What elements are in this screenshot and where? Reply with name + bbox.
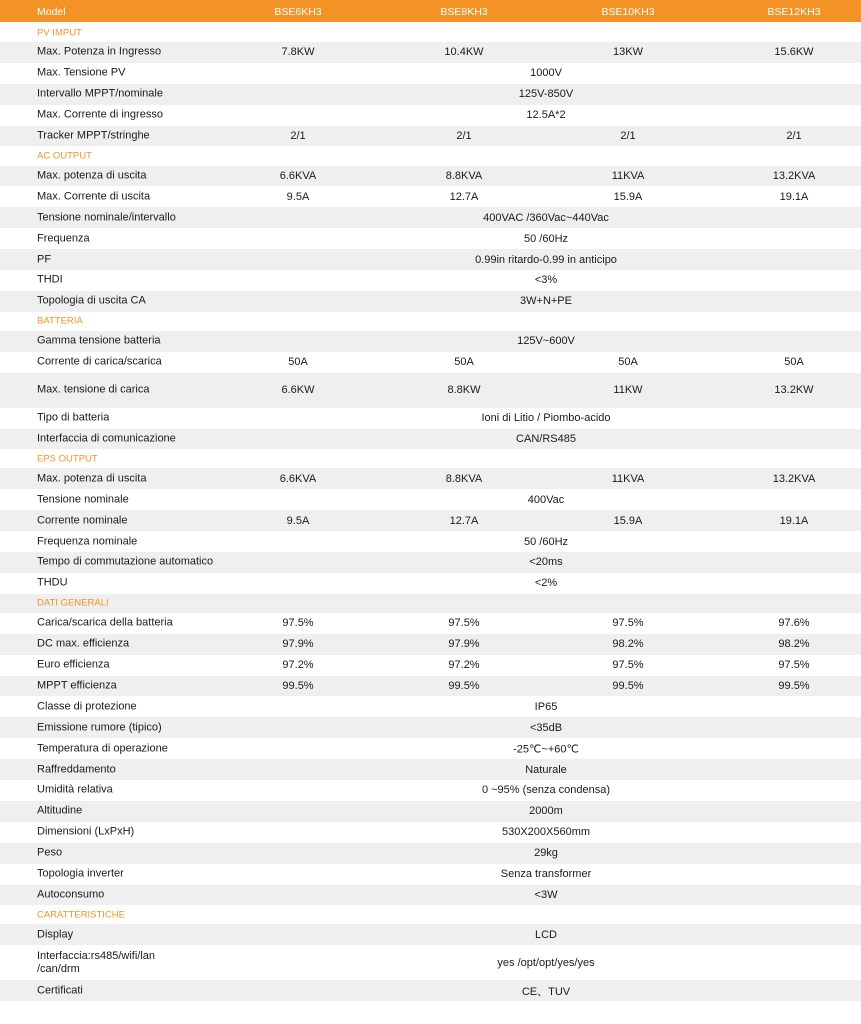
cell-value: 97.5% — [612, 659, 644, 672]
row-label: Tensione nominale — [37, 493, 129, 506]
cell-value-span: 530X200X560mm — [501, 826, 591, 839]
table-row — [0, 980, 861, 1001]
cell-value: 97.2% — [282, 659, 314, 672]
row-label: Emissione rumore (tipico) — [37, 721, 162, 734]
row-label: Raffreddamento — [37, 763, 116, 776]
cell-value-span: 50 /60Hz — [523, 535, 569, 548]
section-header — [0, 905, 861, 924]
table-row — [0, 717, 861, 738]
cell-value-span: 400VAC /360Vac~440Vac — [483, 211, 609, 224]
cell-value-span: 125V-850V — [518, 88, 574, 101]
cell-value: 50A — [454, 356, 474, 369]
cell-value-span: <35dB — [529, 721, 563, 734]
cell-value-span: 400Vac — [527, 493, 565, 506]
section-header — [0, 449, 861, 468]
cell-value: 97.5% — [778, 659, 810, 672]
cell-value: 97.6% — [778, 617, 810, 630]
table-row — [0, 634, 861, 655]
cell-value: 13.2KVA — [772, 472, 816, 485]
header-model-label: Model — [37, 6, 66, 18]
row-label: Classe di protezione — [37, 700, 137, 713]
cell-value-span: Ioni di Litio / Piombo-acido — [481, 412, 611, 425]
table-row — [0, 84, 861, 105]
table-row — [0, 429, 861, 450]
cell-value: 11KVA — [611, 169, 645, 182]
cell-value: 19.1A — [779, 514, 809, 527]
cell-value-span: Naturale — [525, 763, 567, 776]
cell-value: 13KW — [613, 46, 643, 59]
table-row — [0, 945, 861, 980]
table-row — [0, 780, 861, 801]
table-row — [0, 924, 861, 945]
row-label: Max. Potenza in Ingresso — [37, 45, 162, 58]
cell-value: 99.5% — [282, 679, 314, 692]
row-label: Max. Corrente di ingresso — [37, 108, 163, 121]
table-row — [0, 408, 861, 429]
table-row — [0, 822, 861, 843]
cell-value: 6.6KVA — [279, 472, 317, 485]
row-label: Interfaccia:rs485/wifi/lan /can/drm — [37, 949, 155, 975]
table-row — [0, 676, 861, 697]
row-label: Certificati — [37, 984, 83, 997]
table-row — [0, 270, 861, 291]
cell-value-span: <20ms — [529, 556, 563, 569]
cell-value-span: LCD — [534, 928, 558, 941]
cell-value: 2/1 — [786, 130, 802, 143]
header-model-4: BSE12KH3 — [767, 6, 821, 18]
table-row — [0, 759, 861, 780]
cell-value-span: 50 /60Hz — [523, 232, 569, 245]
section-header — [0, 312, 861, 331]
table-row — [0, 468, 861, 489]
cell-value: 97.9% — [282, 638, 314, 651]
cell-value: 15.9A — [613, 514, 643, 527]
table-row — [0, 207, 861, 228]
header-model-3: BSE10KH3 — [601, 6, 655, 18]
row-label: Peso — [37, 846, 63, 859]
cell-value-span: 12.5A*2 — [526, 109, 566, 122]
cell-value-span: 0 ~95% (senza condensa) — [481, 784, 611, 797]
cell-value-span: yes /opt/opt/yes/yes — [497, 956, 595, 969]
table-row — [0, 126, 861, 147]
table-row — [0, 510, 861, 531]
section-title: DATI GENERALI — [37, 597, 109, 609]
header-model-2: BSE8KH3 — [440, 6, 488, 18]
row-label: Interfaccia di comunicazione — [37, 432, 176, 445]
section-header — [0, 23, 861, 42]
cell-value: 11KW — [613, 384, 643, 397]
row-label: Tracker MPPT/stringhe — [37, 129, 150, 142]
cell-value-span: 29kg — [534, 847, 558, 860]
row-label: Intervallo MPPT/nominale — [37, 87, 163, 100]
cell-value: 8.8KVA — [445, 169, 483, 182]
cell-value: 99.5% — [612, 679, 644, 692]
table-row — [0, 613, 861, 634]
cell-value: 99.5% — [448, 679, 480, 692]
cell-value: 97.5% — [448, 617, 480, 630]
cell-value: 8.8KVA — [445, 472, 483, 485]
table-header — [0, 0, 861, 22]
cell-value: 50A — [618, 356, 638, 369]
table-row — [0, 696, 861, 717]
cell-value: 97.5% — [612, 617, 644, 630]
row-label: Temperatura di operazione — [37, 742, 168, 755]
row-label: Umidità relativa — [37, 783, 113, 796]
row-label: Frequenza — [37, 232, 90, 245]
cell-value: 6.6KW — [281, 384, 315, 397]
cell-value: 12.7A — [449, 514, 479, 527]
table-row — [0, 885, 861, 906]
cell-value: 98.2% — [778, 638, 810, 651]
row-label: Gamma tensione batteria — [37, 334, 161, 347]
header-model-1: BSE6KH3 — [274, 6, 322, 18]
cell-value-span: 3W+N+PE — [520, 295, 572, 308]
table-row — [0, 655, 861, 676]
row-label: PF — [37, 253, 52, 266]
row-label: THDI — [37, 273, 63, 286]
cell-value: 8.8KW — [447, 384, 481, 397]
table-row — [0, 249, 861, 270]
cell-value: 50A — [784, 356, 804, 369]
section-header — [0, 147, 861, 166]
cell-value-span: CE、TUV — [521, 985, 571, 998]
cell-value: 9.5A — [286, 514, 310, 527]
section-header — [0, 594, 861, 613]
section-title: BATTERIA — [37, 315, 83, 327]
row-label: Max. Tensione PV — [37, 66, 126, 79]
cell-value: 12.7A — [449, 190, 479, 203]
table-row — [0, 291, 861, 312]
row-label: Dimensioni (LxPxH) — [37, 825, 135, 838]
cell-value-span: <3% — [534, 274, 558, 287]
row-label: Tempo di commutazione automatico — [37, 555, 214, 568]
cell-value: 2/1 — [456, 130, 472, 143]
table-row — [0, 186, 861, 207]
table-row — [0, 373, 861, 408]
cell-value: 2/1 — [620, 130, 636, 143]
cell-value: 13.2KW — [774, 384, 814, 397]
row-label: Corrente di carica/scarica — [37, 355, 162, 368]
row-label: Carica/scarica della batteria — [37, 616, 173, 629]
cell-value-span: CAN/RS485 — [516, 432, 576, 445]
cell-value: 15.9A — [613, 190, 643, 203]
cell-value: 7.8KW — [281, 46, 315, 59]
row-label: DC max. efficienza — [37, 637, 130, 650]
table-row — [0, 63, 861, 84]
table-row — [0, 738, 861, 759]
table-row — [0, 489, 861, 510]
table-row — [0, 228, 861, 249]
table-row — [0, 552, 861, 573]
section-title: PV IMPUT — [37, 27, 82, 38]
cell-value: 11KVA — [611, 472, 645, 485]
table-row — [0, 801, 861, 822]
row-label: Topologia di uscita CA — [37, 294, 146, 307]
cell-value: 9.5A — [286, 190, 310, 203]
table-row — [0, 843, 861, 864]
row-label: Tensione nominale/intervallo — [37, 211, 176, 224]
table-row — [0, 531, 861, 552]
cell-value: 2/1 — [290, 130, 306, 143]
cell-value-span: Senza transformer — [500, 868, 592, 881]
row-label: Max. Corrente di uscita — [37, 190, 151, 203]
table-row — [0, 352, 861, 373]
row-label: Tipo di batteria — [37, 411, 110, 424]
cell-value-span: 0.99in ritardo-0.99 in anticipo — [475, 253, 617, 266]
section-title: AC OUTPUT — [37, 150, 92, 162]
row-label: Max. potenza di uscita — [37, 169, 147, 182]
cell-value-span: <3W — [534, 888, 558, 901]
row-label: MPPT efficienza — [37, 679, 117, 692]
cell-value: 98.2% — [612, 638, 644, 651]
cell-value: 6.6KVA — [279, 169, 317, 182]
cell-value-span: -25℃~+60℃ — [513, 743, 579, 756]
row-label: Max. potenza di uscita — [37, 472, 147, 485]
cell-value-span: 125V~600V — [517, 335, 575, 348]
table-row — [0, 573, 861, 594]
cell-value: 13.2KVA — [772, 169, 816, 182]
table-row — [0, 166, 861, 187]
row-label: Display — [37, 928, 74, 941]
cell-value-span: <2% — [534, 577, 558, 590]
cell-value: 97.2% — [448, 659, 480, 672]
cell-value-span: IP65 — [534, 700, 558, 713]
cell-value-span: 1000V — [530, 67, 562, 80]
cell-value: 10.4KW — [444, 46, 484, 59]
cell-value: 97.5% — [282, 617, 314, 630]
table-row — [0, 42, 861, 63]
table-row — [0, 864, 861, 885]
row-label: Max. tensione di carica — [37, 383, 150, 396]
row-label: Frequenza nominale — [37, 535, 138, 548]
cell-value: 99.5% — [778, 679, 810, 692]
row-label: Euro efficienza — [37, 658, 110, 671]
cell-value-span: 2000m — [529, 805, 563, 818]
cell-value: 50A — [288, 356, 308, 369]
section-title: EPS OUTPUT — [37, 453, 98, 465]
row-label: Autoconsumo — [37, 888, 105, 901]
row-label: Altitudine — [37, 804, 83, 817]
row-label: Topologia inverter — [37, 867, 124, 880]
cell-value: 15.6KW — [774, 46, 814, 59]
table-row — [0, 331, 861, 352]
row-label: THDU — [37, 576, 68, 589]
table-row — [0, 105, 861, 126]
row-label: Corrente nominale — [37, 514, 128, 527]
section-title: CARATTERISTICHE — [37, 909, 125, 921]
cell-value: 19.1A — [779, 190, 809, 203]
cell-value: 97.9% — [448, 638, 480, 651]
